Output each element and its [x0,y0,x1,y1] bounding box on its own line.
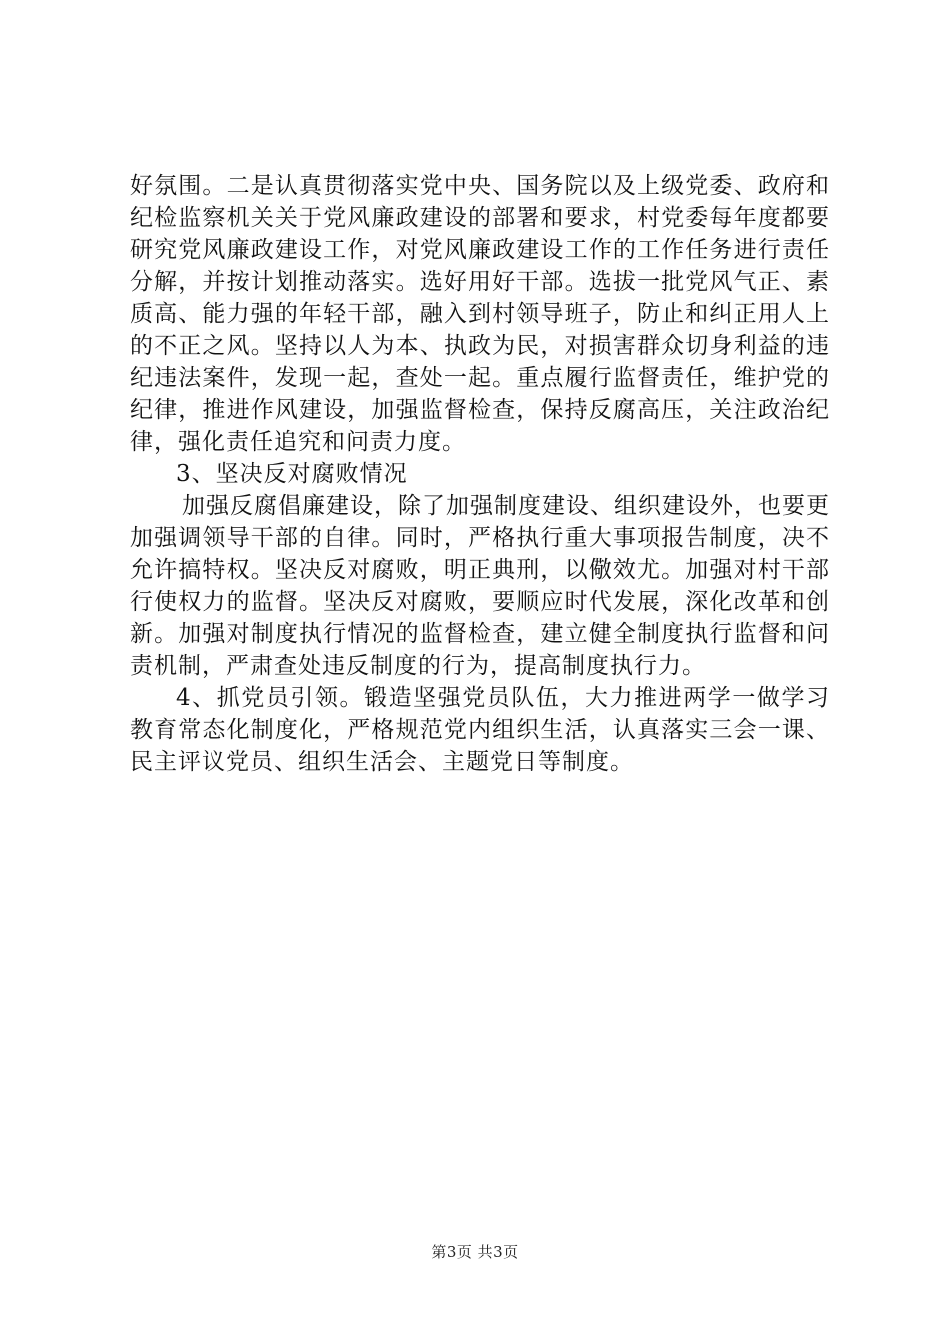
paragraph-continuation: 好氛围。二是认真贯彻落实党中央、国务院以及上级党委、政府和纪检监察机关关于党风廉政建设的部署和要求，村党委每年度都要研究党风廉政建设工作，对党风廉政建设工作的工作任务进行责任分解，并按计划推动落实。选好用好干部。选拔一批党风气正、素质高、能力强的年轻干部，融入到村领导班子，防止和纠正用人上的不正之风。坚持以人为本、执政为民，对损害群众切身利益的违纪违法案件，发现一起，查处一起。重点履行监督责任，维护党的纪律，推进作风建设，加强监督检查，保持反腐高压，关注政治纪律，强化责任追究和问责力度。 [130,173,830,455]
section-heading-3: 3、坚决反对腐败情况 [176,461,408,487]
paragraph-anti-corruption: 加强反腐倡廉建设，除了加强制度建设、组织建设外，也要更加强调领导干部的自律。同时，严格执行重大事项报告制度，决不允许搞特权。坚决反对腐败，明正典刑，以儆效尤。加强对村干部行使权力的监督。坚决反对腐败，要顺应时代发展，深化改革和创新。加强对制度执行情况的监督检查，建立健全制度执行监督和问责机制，严肃查处违反制度的行为，提高制度执行力。 [130,493,830,679]
page-footer: 第3页 共3页 [431,1243,519,1261]
paragraph-party-member-leading: 4、抓党员引领。锻造坚强党员队伍，大力推进两学一做学习教育常态化制度化，严格规范党内组织生活，认真落实三会一课、民主评议党员、组织生活会、主题党日等制度。 [130,685,830,775]
document-body [130,170,830,778]
